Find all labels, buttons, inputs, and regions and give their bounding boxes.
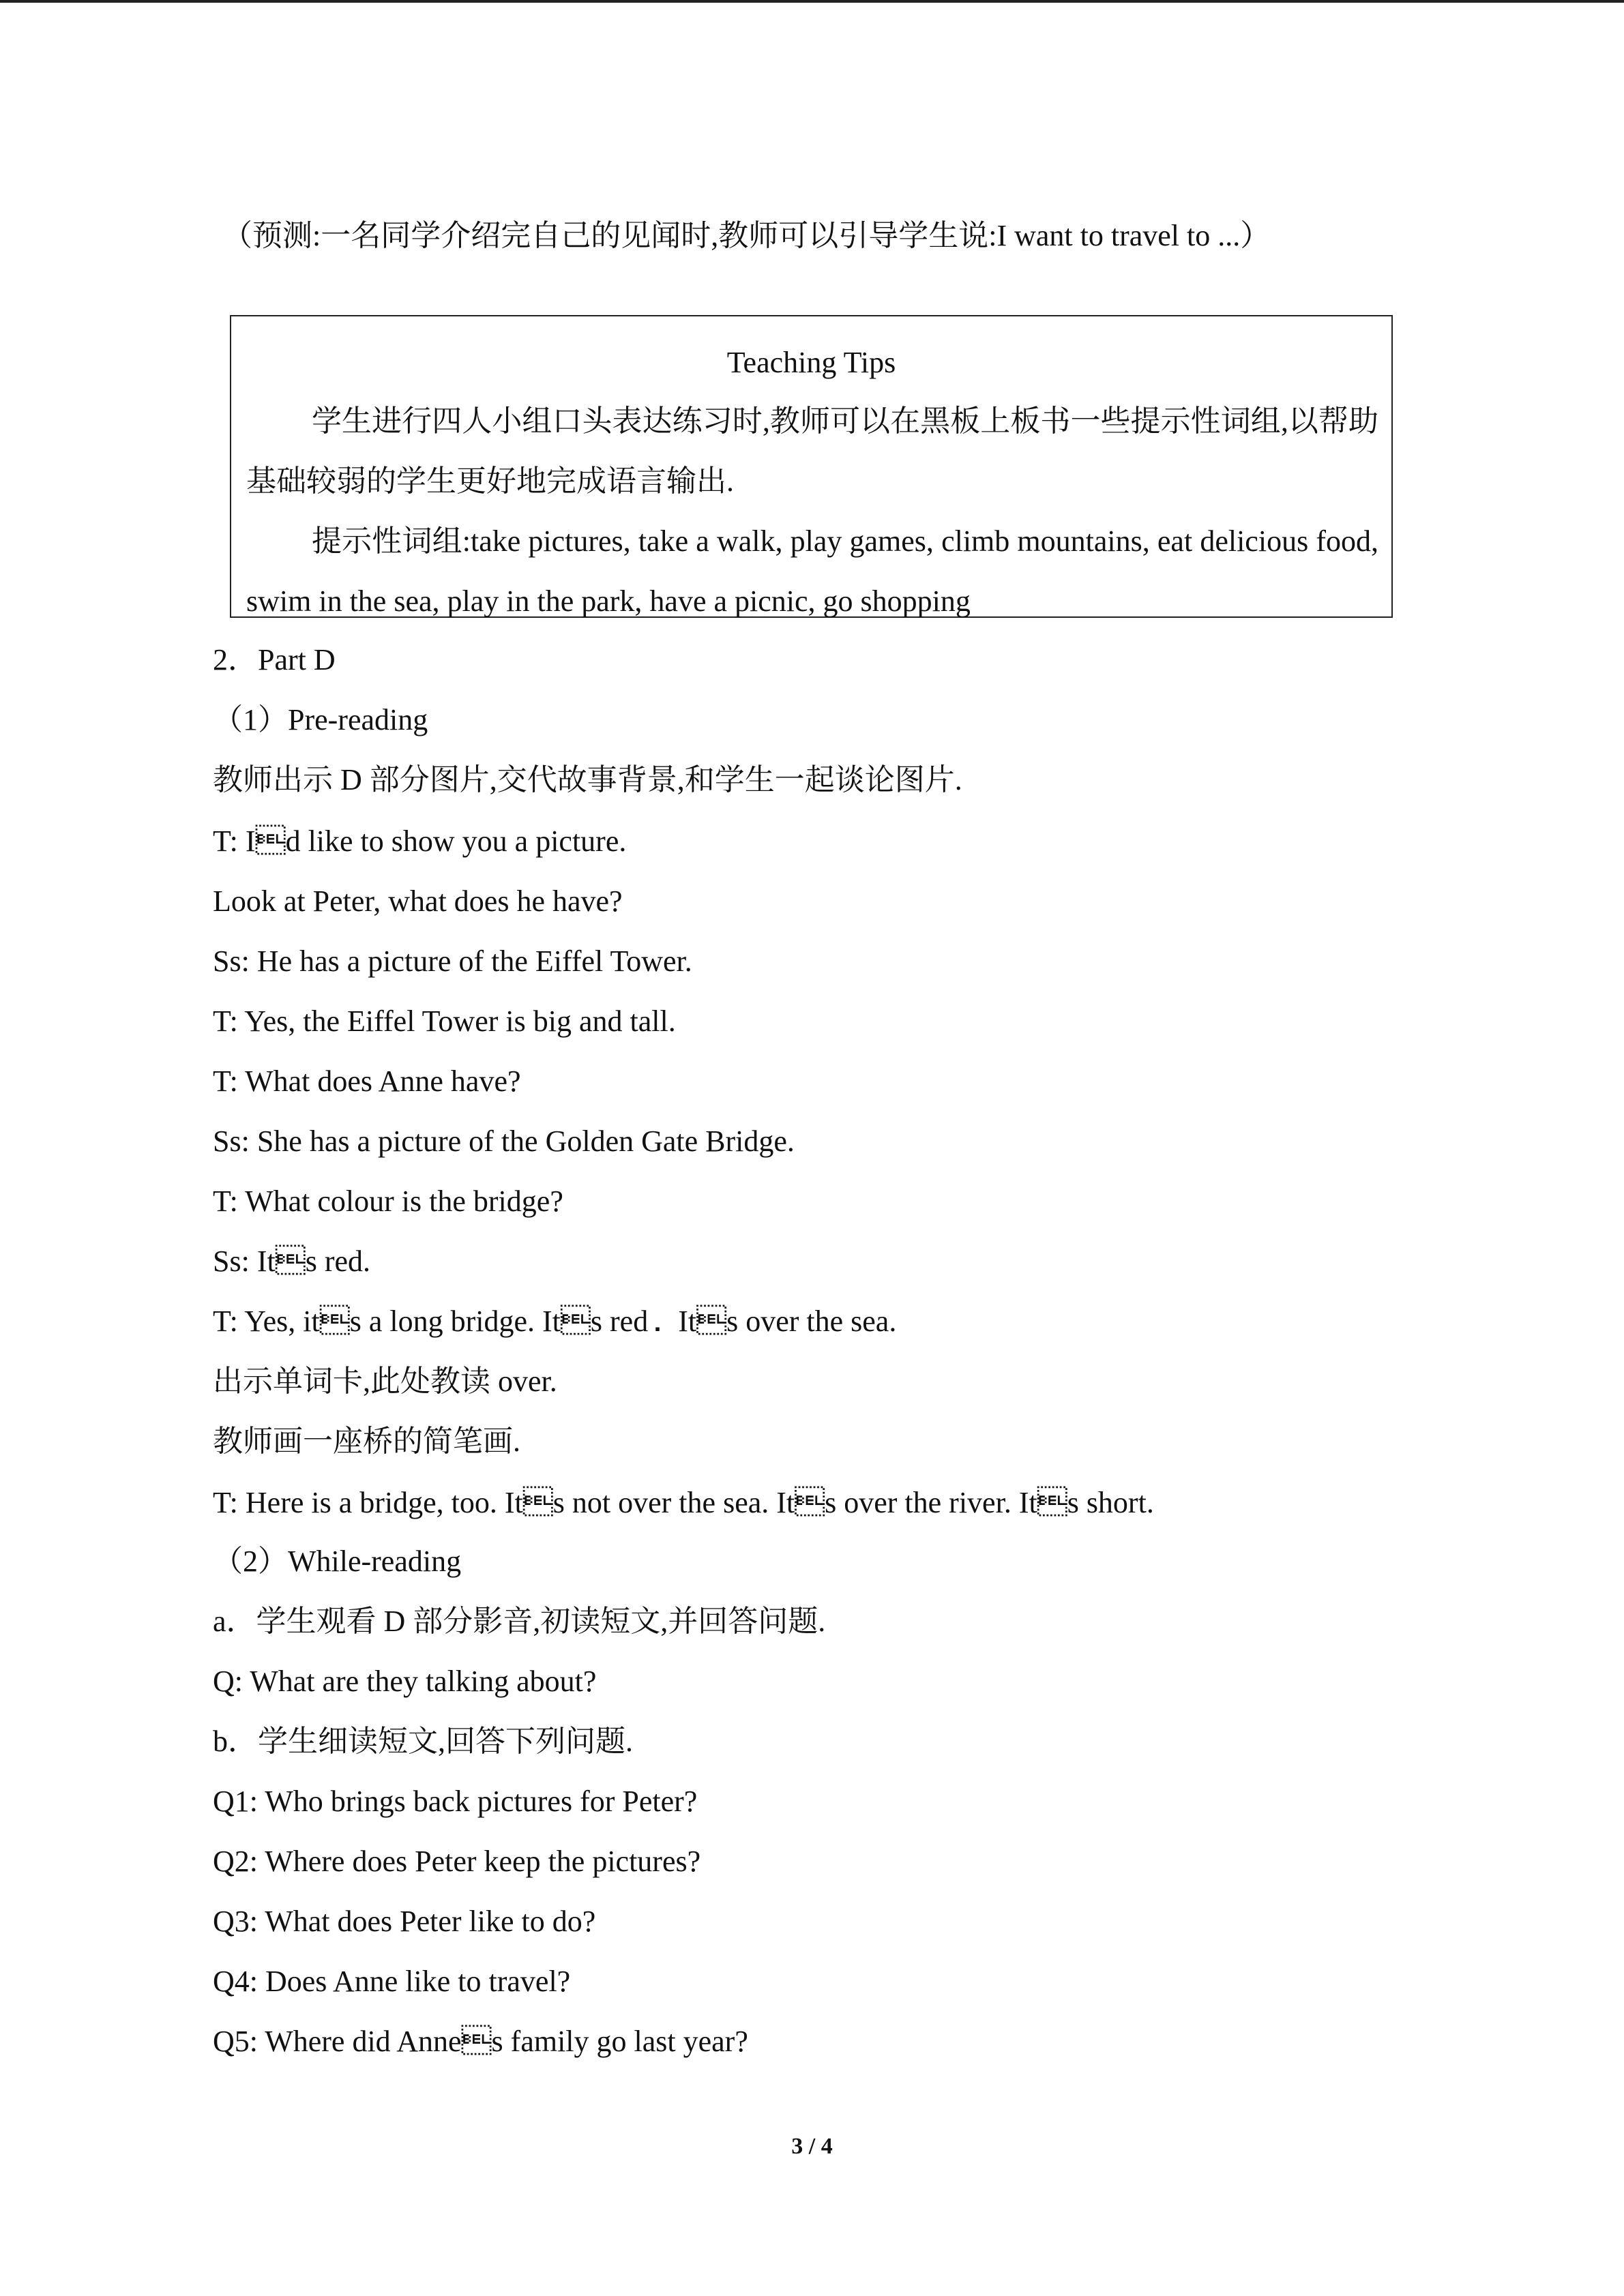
section-heading-part-d: 2．Part D (213, 643, 336, 676)
teaching-tips-box (230, 315, 1393, 618)
question-line: Q1: Who brings back pictures for Peter? (213, 1785, 698, 1818)
dialogue-line: Ss: She has a picture of the Golden Gate Bridge. (213, 1124, 795, 1158)
dialogue-line: T: Yes, its a long bridge. Its red．Its over the sea. (213, 1304, 897, 1338)
prediction-note: （预测:一名同学介绍完自己的见闻时,教师可以引导学生说:I want to travel to ...） (222, 219, 1271, 252)
subheading-pre-reading: （1）Pre-reading (213, 703, 428, 736)
dialogue-line: Look at Peter, what does he have? (213, 884, 623, 918)
dialogue-line: T: What does Anne have? (213, 1064, 521, 1098)
question-line: Q4: Does Anne like to travel? (213, 1965, 571, 1998)
instruction-line: 教师出示 D 部分图片,交代故事背景,和学生一起谈论图片. (213, 763, 962, 796)
dialogue-line: Ss: Its red. (213, 1244, 370, 1278)
question-line: Q3: What does Peter like to do? (213, 1905, 596, 1938)
dialogue-line: Ss: He has a picture of the Eiffel Tower. (213, 944, 692, 978)
dialogue-line: T: What colour is the bridge? (213, 1184, 563, 1218)
teaching-tips-phrases: 提示性词组:take pictures, take a walk, play games, climb mountains, eat delicious food, swim in the sea, play in the park, have a picnic, go shopping (246, 524, 1378, 618)
question-line: Q2: Where does Peter keep the pictures? (213, 1845, 701, 1878)
subheading-while-reading: （2）While-reading (213, 1545, 462, 1578)
instruction-line: 出示单词卡,此处教读 over. (213, 1365, 557, 1398)
instruction-line: a．学生观看 D 部分影音,初读短文,并回答问题. (213, 1605, 826, 1638)
question-line: Q: What are they talking about? (213, 1665, 597, 1698)
dialogue-line: T: Id like to show you a picture. (213, 824, 627, 858)
question-line: Q5: Where did Annes family go last year? (213, 2025, 748, 2058)
teaching-tips-title: Teaching Tips (726, 346, 896, 379)
page-number: 3 / 4 (791, 2134, 833, 2159)
page-top-border (0, 0, 1624, 3)
instruction-line: b．学生细读短文,回答下列问题. (213, 1725, 633, 1758)
instruction-line: 教师画一座桥的简笔画. (213, 1425, 520, 1458)
dialogue-line: T: Yes, the Eiffel Tower is big and tall. (213, 1004, 676, 1038)
teaching-tips-paragraph: 学生进行四人小组口头表达练习时,教师可以在黑板上板书一些提示性词组,以帮助基础较弱的学生更好地完成语言输出. (246, 404, 1378, 498)
dialogue-line: T: Here is a bridge, too. Its not over the sea. Its over the river. Its short. (213, 1486, 1154, 1519)
